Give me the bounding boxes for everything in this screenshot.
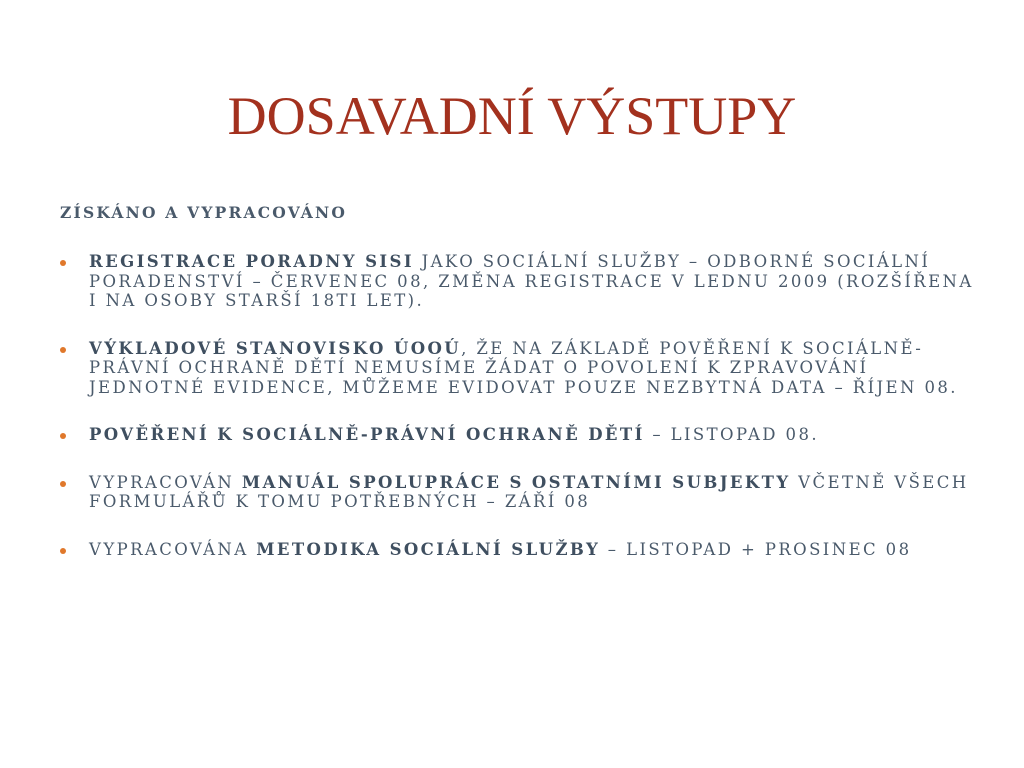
bullet-post-text: – LISTOPAD 08. (644, 425, 819, 444)
bullet-post-text: , ŽE NA ZÁKLADĚ POVĚŘENÍ K SOCIÁLNĚ-PRÁVNÍ OCHRANĚ DĚTÍ NEMUSÍME ŽÁDAT O POVOLENÍ K ZPRAVOVÁNÍ JEDNOTNÉ EVIDENCE, MŮŽEME EVIDOVAT POUZE NEZBYTNÁ DATA – ŘÍJEN 08. (89, 338, 958, 397)
bullet-bold-text: VÝKLADOVÉ STANOVISKO ÚOOÚ (89, 338, 462, 358)
bullet-dot-icon (60, 260, 66, 266)
bullet-item-povereni (60, 425, 980, 445)
bullet-bold-text: REGISTRACE PORADNY SISI (89, 252, 414, 271)
bullet-dot-icon (60, 548, 66, 554)
bullet-dot-icon (60, 433, 66, 439)
bullet-post-text: – LISTOPAD + PROSINEC 08 (600, 539, 912, 559)
bullet-item-metodika (60, 540, 980, 560)
bullet-post-text: JAKO SOCIÁLNÍ SLUŽBY – ODBORNÉ SOCIÁLNÍ PORADENSTVÍ – ČERVENEC 08, ZMĚNA REGISTRACE V LEDNU 2009 (ROZŠÍŘENA I NA OSOBY STARŠÍ 18TI LET). (89, 252, 974, 310)
slide-content (60, 203, 980, 587)
section-heading: ZÍSKÁNO A VYPRACOVÁNO (60, 203, 348, 222)
bullet-dot-icon (60, 347, 66, 353)
bullet-bold-text: MANUÁL SPOLUPRÁCE S OSTATNÍMI SUBJEKTY (241, 472, 791, 492)
bullet-post-text: VČETNĚ VŠECH FORMULÁŘŮ K TOMU POTŘEBNÝCH – ZÁŘÍ 08 (89, 472, 969, 511)
bullet-item-registrace (60, 252, 980, 311)
bullet-pre-text: VYPRACOVÁN (89, 472, 242, 492)
bullet-list (60, 252, 980, 559)
bullet-item-stanovisko (60, 339, 980, 398)
bullet-dot-icon (60, 481, 66, 487)
bullet-item-manual (60, 473, 980, 512)
bullet-bold-text: METODIKA SOCIÁLNÍ SLUŽBY (256, 539, 601, 559)
bullet-pre-text: VYPRACOVÁNA (89, 539, 257, 559)
bullet-bold-text: POVĚŘENÍ K SOCIÁLNĚ-PRÁVNÍ OCHRANĚ DĚTÍ (89, 425, 645, 444)
slide-title: DOSAVADNÍ VÝSTUPY (227, 86, 797, 146)
